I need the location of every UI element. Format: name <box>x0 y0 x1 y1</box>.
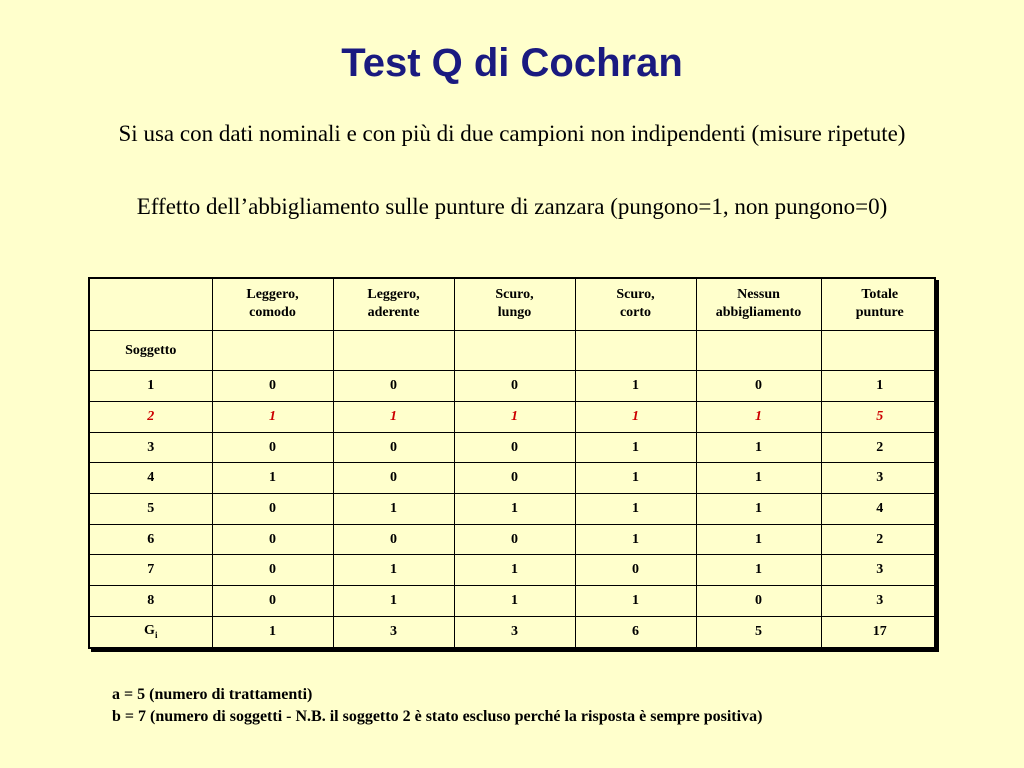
subject-cell: 1 <box>90 371 212 402</box>
header-cell: Scuro, lungo <box>454 279 575 330</box>
value-cell: 0 <box>333 524 454 555</box>
value-cell: 3 <box>821 555 938 586</box>
total-cell: 6 <box>575 616 696 647</box>
header-cell: Leggero, comodo <box>212 279 333 330</box>
value-cell: 1 <box>575 371 696 402</box>
empty-cell <box>575 330 696 371</box>
value-cell: 0 <box>212 371 333 402</box>
subject-cell: 8 <box>90 586 212 617</box>
value-cell: 0 <box>575 555 696 586</box>
value-cell: 1 <box>696 402 821 433</box>
value-cell: 1 <box>575 494 696 525</box>
value-cell: 1 <box>575 432 696 463</box>
table-row <box>90 432 938 463</box>
value-cell: 2 <box>821 432 938 463</box>
empty-cell <box>821 330 938 371</box>
subject-cell: 5 <box>90 494 212 525</box>
value-cell: 1 <box>333 494 454 525</box>
total-cell: 3 <box>333 616 454 647</box>
cochran-table <box>90 279 938 647</box>
value-cell: 1 <box>212 463 333 494</box>
value-cell: 1 <box>696 463 821 494</box>
total-cell: 3 <box>454 616 575 647</box>
total-cell: 5 <box>696 616 821 647</box>
value-cell: 0 <box>212 586 333 617</box>
empty-cell <box>212 330 333 371</box>
total-cell: 17 <box>821 616 938 647</box>
value-cell: 0 <box>454 524 575 555</box>
value-cell: 1 <box>454 586 575 617</box>
value-cell: 0 <box>212 555 333 586</box>
table-row <box>90 524 938 555</box>
value-cell: 1 <box>821 371 938 402</box>
value-cell: 1 <box>454 494 575 525</box>
value-cell: 1 <box>212 402 333 433</box>
table-row <box>90 586 938 617</box>
value-cell: 0 <box>696 586 821 617</box>
value-cell: 4 <box>821 494 938 525</box>
value-cell: 1 <box>333 555 454 586</box>
value-cell: 1 <box>333 586 454 617</box>
header-cell: Scuro, corto <box>575 279 696 330</box>
table-row <box>90 402 938 433</box>
header-cell <box>90 279 212 330</box>
table-row <box>90 555 938 586</box>
value-cell: 1 <box>575 586 696 617</box>
notes <box>112 684 762 728</box>
row-header-row <box>90 330 938 371</box>
value-cell: 0 <box>333 432 454 463</box>
value-cell: 0 <box>696 371 821 402</box>
note-a: a = 5 (numero di trattamenti) <box>112 686 313 703</box>
total-cell: 1 <box>212 616 333 647</box>
subject-cell: 4 <box>90 463 212 494</box>
table-row <box>90 494 938 525</box>
value-cell: 1 <box>696 494 821 525</box>
value-cell: 1 <box>696 524 821 555</box>
value-cell: 0 <box>333 371 454 402</box>
description: Effetto dell’abbigliamento sulle punture di zanzara (pungono=1, non pungono=0) <box>136 194 888 219</box>
header-cell: Totale punture <box>821 279 938 330</box>
value-cell: 1 <box>333 402 454 433</box>
empty-cell <box>333 330 454 371</box>
header-row <box>90 279 938 330</box>
value-cell: 1 <box>696 432 821 463</box>
subject-cell: 7 <box>90 555 212 586</box>
value-cell: 3 <box>821 463 938 494</box>
value-cell: 0 <box>212 494 333 525</box>
value-cell: 0 <box>454 371 575 402</box>
totals-row <box>90 616 938 647</box>
subject-cell: 2 <box>90 402 212 433</box>
value-cell: 1 <box>696 555 821 586</box>
value-cell: 1 <box>575 463 696 494</box>
value-cell: 2 <box>821 524 938 555</box>
header-cell: Leggero, aderente <box>333 279 454 330</box>
value-cell: 5 <box>821 402 938 433</box>
value-cell: 0 <box>454 463 575 494</box>
subject-cell: 6 <box>90 524 212 555</box>
subject-cell: 3 <box>90 432 212 463</box>
subtitle: Si usa con dati nominali e con più di due campioni non indipendenti (misure ripetute) <box>118 121 906 146</box>
value-cell: 1 <box>575 402 696 433</box>
value-cell: 1 <box>454 402 575 433</box>
data-table-container <box>88 277 936 649</box>
empty-cell <box>454 330 575 371</box>
value-cell: 1 <box>454 555 575 586</box>
value-cell: 1 <box>575 524 696 555</box>
note-b: b = 7 (numero di soggetti - N.B. il soggetto 2 è stato escluso perché la risposta è sempre positiva) <box>112 708 763 725</box>
table-row <box>90 463 938 494</box>
value-cell: 3 <box>821 586 938 617</box>
value-cell: 0 <box>212 524 333 555</box>
table-row <box>90 371 938 402</box>
value-cell: 0 <box>212 432 333 463</box>
header-cell: Nessun abbigliamento <box>696 279 821 330</box>
row-header-label: Soggetto <box>90 330 212 371</box>
empty-cell <box>696 330 821 371</box>
value-cell: 0 <box>333 463 454 494</box>
page-title: Test Q di Cochran <box>341 41 683 85</box>
value-cell: 0 <box>454 432 575 463</box>
totals-label: $G_i$ <box>90 616 212 647</box>
